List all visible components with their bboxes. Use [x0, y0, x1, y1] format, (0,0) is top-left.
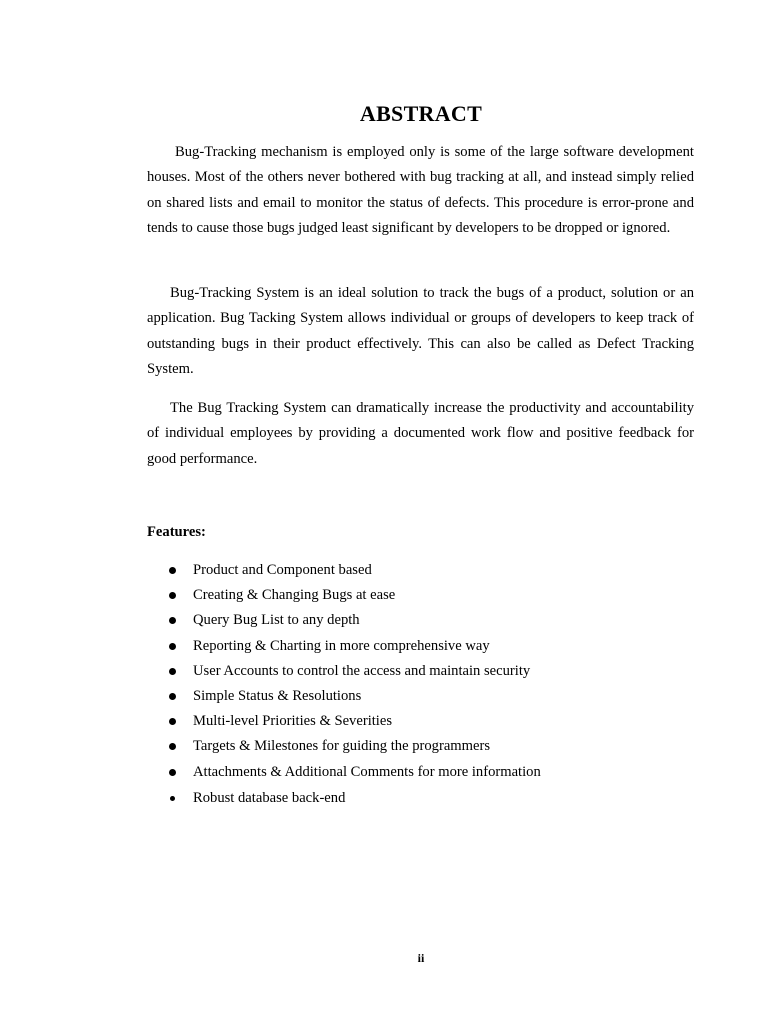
feature-text: Creating & Changing Bugs at ease: [193, 587, 396, 604]
feature-text: Query Bug List to any depth: [193, 612, 360, 629]
bullet-icon: [169, 643, 176, 650]
bullet-icon: [169, 743, 176, 750]
page-number: ii: [417, 951, 425, 965]
bullet-icon: [169, 617, 176, 624]
bullet-icon: [169, 592, 176, 599]
feature-text: Multi-level Priorities & Severities: [193, 713, 393, 730]
abstract-paragraph-2: Bug-Tracking System is an ideal solution to track the bugs of a product, solution or an application. Bug Tacking System allows individual or groups of developers to keep track of outstanding bugs in their product effectively. This can also be called as Defect Tracking System.: [147, 285, 694, 377]
feature-text: Attachments & Additional Comments for more information: [193, 763, 541, 780]
page-title: ABSTRACT: [359, 101, 483, 126]
feature-text: User Accounts to control the access and maintain security: [193, 662, 531, 679]
features-heading: Features:: [147, 524, 206, 540]
feature-text: Product and Component based: [193, 562, 372, 578]
bullet-icon: [169, 769, 176, 776]
bullet-icon: [169, 668, 176, 675]
feature-text: Targets & Milestones for guiding the programmers: [193, 738, 491, 755]
bullet-icon: [169, 693, 176, 700]
abstract-paragraph-1: Bug-Tracking mechanism is employed only is some of the large software development houses. Most of the others never bothered with bug tracking at all, and instead simply relied on shared lists and email to monitor the status of defects. This procedure is error-prone and tends to cause those bugs judged least significant by developers to be dropped or ignored.: [147, 144, 694, 236]
abstract-paragraph-3: The Bug Tracking System can dramatically increase the productivity and accountability of individual employees by providing a documented work flow and positive feedback for good performance.: [147, 400, 694, 467]
bullet-icon: [169, 718, 176, 725]
bullet-icon: [169, 567, 176, 574]
feature-text: Simple Status & Resolutions: [193, 687, 362, 704]
feature-text: Reporting & Charting in more comprehensive way: [193, 637, 490, 654]
bullet-icon: [170, 796, 175, 801]
feature-text: Robust database back-end: [193, 790, 346, 807]
